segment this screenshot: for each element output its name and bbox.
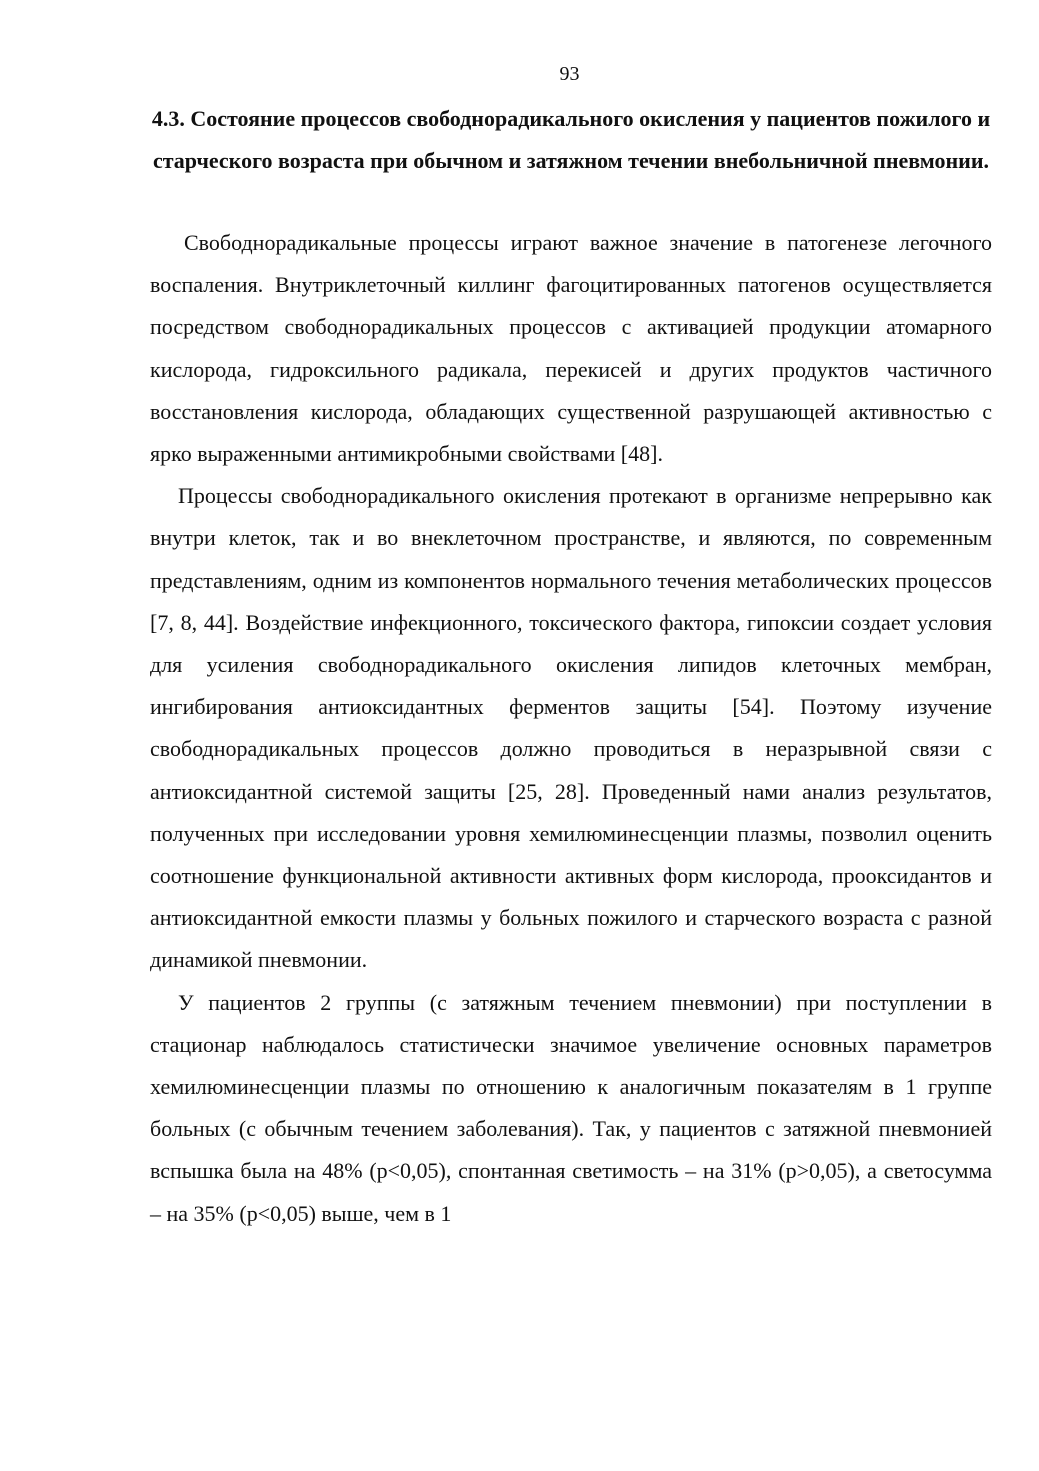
paragraph-oxidation-processes: Процессы свободнорадикального окисления протекают в организме непрерывно как внутри клеток, так и во внеклеточном пространстве, и являются, по современным представлениям, одним из компонентов нормального течения метаболических процессов [7, 8, 44]. Воздействие инфекционного, токсического фактора, гипоксии создает условия для усиления свободнорадикального окисления липидов клеточных мембран, ингибирования антиоксидантных ферментов защиты [54]. Поэтому изучение свободнорадикальных процессов должно проводиться в неразрывной связи с антиоксидантной системой защиты [25, 28]. Проведенный нами анализ результатов, полученных при исследовании уровня хемилюминесценции плазмы, позволил оценить соотношение функциональной активности активных форм кислорода, прооксидантов и антиоксидантной емкости плазмы у больных пожилого и старческого возраста с разной динамикой пневмонии. bbox=[150, 483, 992, 973]
section-heading: 4.3. Состояние процессов свободнорадикального окисления у пациентов пожилого и старческого возраста при обычном и затяжном течении внебольничной пневмонии. bbox=[151, 106, 991, 173]
paragraph-group-2-patients: У пациентов 2 группы (с затяжным течением пневмонии) при поступлении в стационар наблюдалось статистически значимое увеличение основных параметров хемилюминесценции плазмы по отношению к аналогичным показателям в 1 группе больных (с обычным течением заболевания). Так, у пациентов с затяжной пневмонией вспышка была на 48% (p<0,05), спонтанная светимость – на 31% (p>0,05), а светосумма – на 35% (p<0,05) выше, чем в 1 bbox=[150, 989, 992, 1226]
page-number: 93 bbox=[559, 63, 580, 85]
paragraph-free-radical-processes: Свободнорадикальные процессы играют важное значение в патогенезе легочного воспаления. Внутриклеточный киллинг фагоцитированных патогенов осуществляется посредством свободнорадикальных процессов с активацией продукции атомарного кислорода, гидроксильного радикала, перекисей и других продуктов частичного восстановления кислорода, обладающих существенной разрушающей активностью с ярко выраженными антимикробными свойствами [48]. bbox=[150, 230, 992, 467]
body-text bbox=[150, 222, 992, 1235]
